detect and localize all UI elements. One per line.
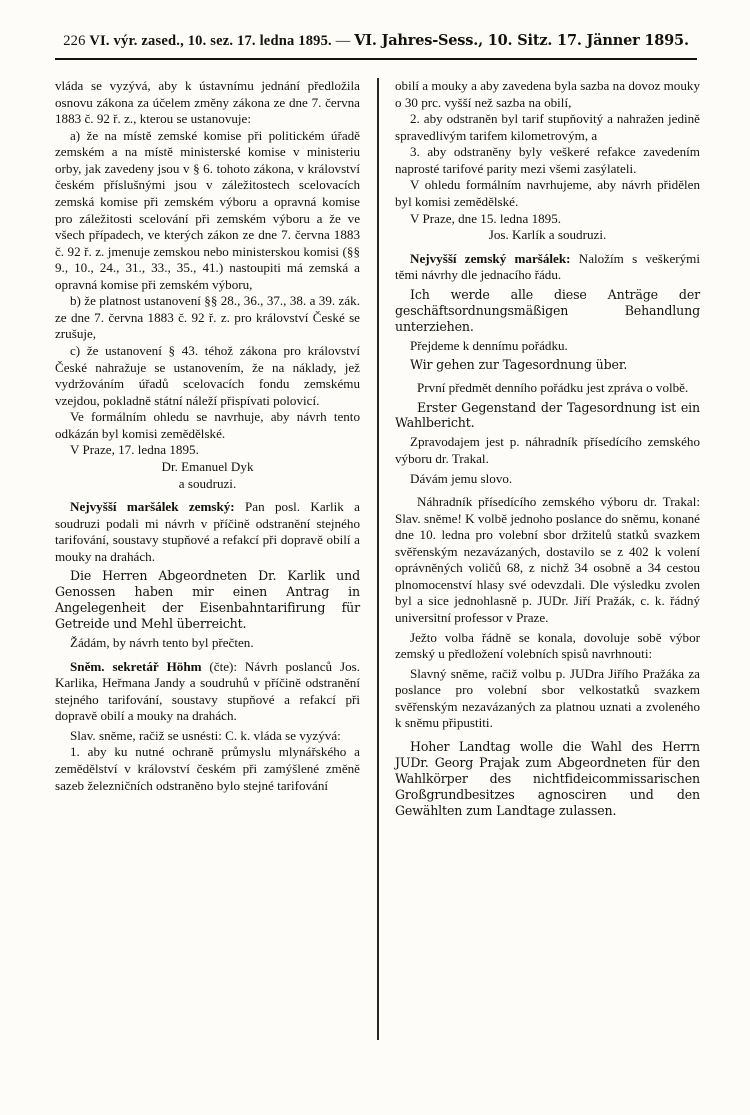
body-columns — [55, 78, 700, 1058]
signature-soudruzi: a soudruzi. — [178, 475, 237, 491]
column-divider — [377, 78, 379, 1040]
para-c: c) že ustanovení § 43. téhož zákona pro království České nahražuje se ustanovením, že na náklady, jež vydržováním úřadů scelovacích fondu zemskému vzejdou, pokladně státní náleží přispívati polovicí. — [55, 343, 360, 408]
page-header — [52, 32, 700, 50]
para-b: b) že platnost ustanovení §§ 28., 36., 37., 38. a 39. zák. ze dne 7. června 1883 č. 92 ř. z. pro království České se zrušuje, — [55, 293, 360, 342]
speaker-label-marsalek: Nejvyšší maršálek zemský: — [70, 499, 235, 515]
para-prvni-predmet: První předmět denního pořádku jest zpráva o volbě. — [417, 380, 689, 395]
left-text-column — [55, 78, 360, 794]
para-german-erster-gegenstand: Erster Gegenstand der Tagesordnung ist ein Wahlbericht. — [395, 399, 700, 431]
para-jezto-volba: Ježto volba řádně se konala, dovoluje sobě výbor zemský u předložení volebních spisů navrhnouti: — [395, 629, 700, 662]
para-nahradnik: Náhradník přísedícího zemského výboru dr. Trakal: Slav. sněme! K volbě jednoho poslance do sněmu, konané dne 10. ledna pro volební sbor držitelů statků svazkem svěřenským nezavázaných, dostavilo se z 402 k volení oprávněných voličů 68, z nichž 34 osobně a 34 cestou plnomocenství hlasy své odevzdali. Dle výsledku zvolen byl a sice jednohlasně p. JUDr. Jiří Pražák, c. k. řádný universitní professor v Praze. — [395, 494, 700, 626]
para-snem-sekretar-text: (čte): Návrh poslanců Jos. Karlika, Heřmana Jandy a soudruhů v příčině odstranění stejného tarifování, soustavy stupňové a refakcí při dopravě obilí a mouky na drahách. — [55, 658, 360, 724]
header-rule — [55, 58, 697, 60]
para-slavny-sneme: Slavný sněme, račiž volbu p. JUDra Jiřího Pražáka za poslance pro volební sbor velkostatků svazkem svěřenským nezavázaných za platnou uznati a zvoleného k sněmu připustiti. — [395, 665, 700, 731]
para-3-aby: 3. aby odstraněny byly veškeré refakce zavedením naprosté tarifové parity mezi všemi zasýlateli. — [395, 144, 700, 176]
para-nejvyssi-zemsky-marsalek-text: Naložím s veškerými těmi návrhy dle jednacího řádu. — [395, 250, 700, 283]
para-nejvyssi-marsalek-text: Pan posl. Karlik a soudruzi podali mi návrh v příčině odstranění stejného tarifování, soustavy stupňové a refakcí při dopravě obilí a mouky na drahách. — [55, 499, 360, 564]
para-v-praze-17-ledna: V Praze, 17. ledna 1895. — [70, 442, 199, 458]
para-zpravodajem: Zpravodajem jest p. náhradník přísedícího zemského výboru dr. Trakal. — [395, 434, 700, 466]
para-2-aby: 2. aby odstraněn byl tarif stupňovitý a nahražen jedině spravedlivým tarifem kilometrovým, a — [395, 111, 700, 143]
speaker-label-zemsky-marsalek: Nejvyšší zemský maršálek: — [410, 250, 571, 266]
para-v-ohledu: V ohledu formálním navrhujeme, aby návrh přidělen byl komisi zemědělské. — [395, 177, 700, 209]
para-german-abgeordneten: Die Herren Abgeordneten Dr. Karlik und Genossen haben mir einen Antrag in Angelegenheit der Eisenbahntarifirung für Getreide und Mehl überreicht. — [55, 568, 360, 632]
signature-karlik: Jos. Karlík a soudruzi. — [488, 227, 607, 243]
para-ve-formalnim: Ve formálním ohledu se navrhuje, aby návrh tento odkázán byl komisi zemědělské. — [55, 409, 360, 441]
signature-dyk: Dr. Emanuel Dyk — [161, 458, 254, 474]
para-nejvyssi-zemsky-marsalek — [395, 251, 700, 284]
para-nejvyssi-marsalek — [55, 499, 360, 565]
header-german-session: VI. Jahres-Sess., 10. Sitz. 17. Jänner 1895. — [354, 32, 689, 49]
para-german-hoher-landtag: Hoher Landtag wolle die Wahl des Herrn JUDr. Georg Prajak zum Abgeordneten für den Wahlkörper des nichtfideicommissarischen Großgrundbesitzes agnosciren und den Gewählten zum Landtage zulassen. — [395, 738, 700, 818]
para-obili-a-mouky: obilí a mouky a aby zavedena byla sazba na dovoz mouky o 30 prc. vyšší než sazba na obilí, — [395, 78, 700, 110]
para-1-aby: 1. aby ku nutné ochraně průmyslu mlynářského a zemědělství v království českém při zamýšlené změně sazeb železničních odstraněno bylo stejné tarifování — [55, 744, 360, 793]
header-separator: — — [335, 33, 351, 49]
para-prejdeme: Přejdeme k dennímu pořádku. — [410, 337, 568, 353]
right-text-column — [395, 78, 700, 819]
header-czech-session: VI. výr. zased., 10. sez. 17. ledna 1895. — [89, 33, 332, 49]
speaker-label-hohm: Sněm. sekretář Höhm — [70, 658, 202, 674]
para-snem-sekretar — [55, 659, 360, 725]
para-vlada-se-vyzyva: vláda se vyzývá, aby k ústavnímu jednání předložila osnovu zákona za účelem změny zákona ze dne 7. června 1883 č. 92 ř. z., kterou se ustanovuje: — [55, 78, 360, 127]
para-a: a) že na místě zemské komise při politickém úřadě zemském a na místě ministerské komise v ministeriu orby, jak zavedeny jsou v § 6. tohoto zákona, v království českém příslušnými jsou v záležitostech scelovacích zemská komise při zemském výboru a opravná komise pro záležitosti scelování při zemském výboru a že ve všech případech, ve kterých zákon ze dne 7. června 1883 č. 92 ř. z. jmenuje zemskou nebo ministerskou komisi (§§ 9., 10., 24., 31., 33., 35., 41.) nastoupiti má zemská a opravná komise při zemském výboru, — [55, 127, 360, 292]
para-german-wir-gehen: Wir gehen zur Tagesordnung über. — [410, 357, 628, 373]
para-v-praze-15-ledna: V Praze, dne 15. ledna 1895. — [410, 210, 562, 226]
para-zadam: Žádám, by návrh tento byl přečten. — [70, 635, 254, 650]
header-page-number: 226 — [63, 33, 86, 49]
para-german-ich-werde: Ich werde alle diese Anträge der geschäftsordnungsmäßigen Behandlung unterziehen. — [395, 286, 700, 334]
para-slav-sneme: Slav. sněme, račiž se usnésti: C. k. vláda se vyzývá: — [70, 727, 341, 743]
para-davam-jemu-slovo: Dávám jemu slovo. — [410, 470, 513, 486]
